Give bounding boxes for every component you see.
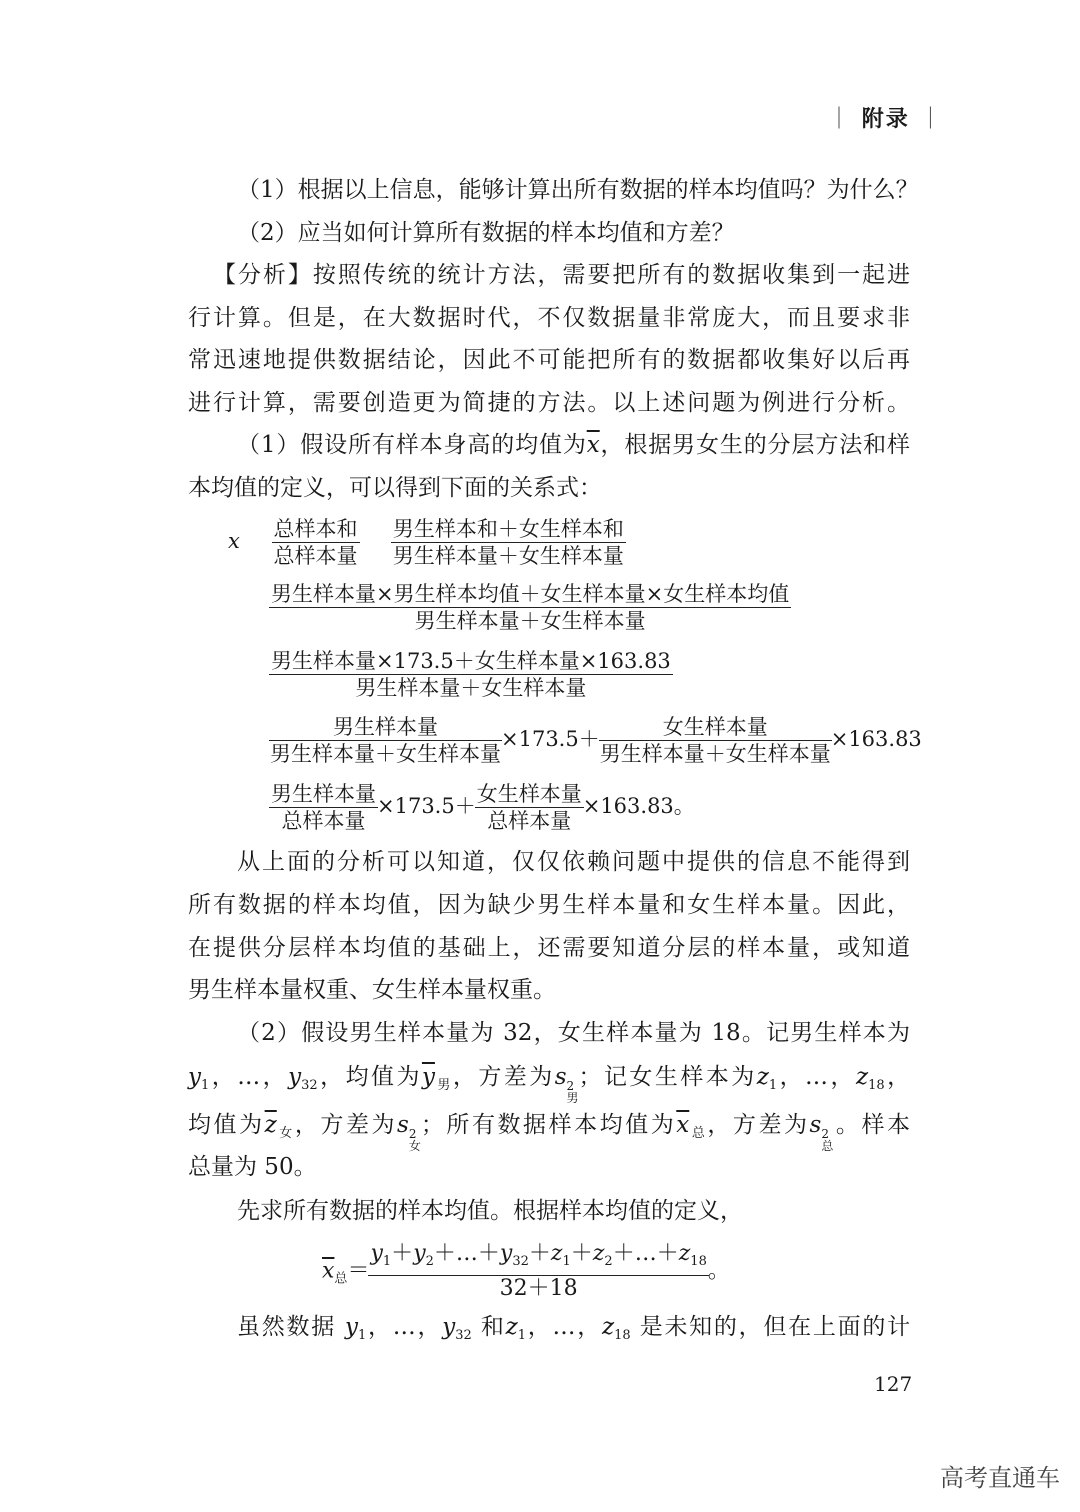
x-bar: $\overline{x}$	[322, 1258, 335, 1284]
text: ，…，	[366, 1314, 443, 1340]
var-z: z	[756, 1064, 769, 1090]
operator: ＋…＋	[612, 1241, 679, 1266]
part2-line: 总量为 50。	[188, 1154, 317, 1180]
text: ，方差为	[707, 1112, 810, 1138]
x-bar: $\overline{x}$	[676, 1112, 690, 1138]
conclusion-line: 男生样本量权重、女生样本量权重。	[188, 977, 556, 1003]
text: 是未知的，但在上面的计	[639, 1314, 911, 1340]
var-s: s	[554, 1064, 567, 1090]
conclusion-line: 在提供分层样本均值的基础上，还需要知道分层的样本量，或知道	[188, 935, 910, 961]
denominator: 男生样本量＋女生样本量	[270, 742, 501, 766]
equation-1	[228, 516, 625, 569]
text: （1）假设所有样本身高的均值为	[237, 432, 587, 458]
z-bar: $\overline{z}$	[264, 1112, 277, 1138]
operator: ＋	[570, 1241, 593, 1266]
superscript: 2	[408, 1127, 417, 1141]
text: ，…，	[526, 1314, 602, 1340]
denominator: 男生样本量＋女生样本量	[392, 544, 624, 568]
var: y	[413, 1241, 426, 1266]
subscript: 18	[868, 1078, 885, 1093]
text: 均值为	[188, 1112, 265, 1138]
sup-sub	[409, 1128, 421, 1152]
var-s: s	[397, 1112, 409, 1138]
text: ，均值为	[317, 1064, 422, 1090]
subscript: 女	[276, 1126, 295, 1141]
part1-line: 本均值的定义，可以得到下面的关系式：	[188, 475, 602, 501]
var: z	[592, 1241, 605, 1266]
fraction	[392, 516, 625, 569]
numerator: 女生样本量	[599, 714, 832, 741]
var: y	[370, 1241, 383, 1266]
var: z	[550, 1241, 563, 1266]
text: ，根据男女生的分层方法和样	[599, 432, 911, 458]
superscript: 2	[821, 1127, 829, 1141]
subscript: 1	[768, 1078, 778, 1093]
header-bar: ｜	[828, 107, 853, 132]
text: ，方差为	[452, 1064, 555, 1090]
subscript: 女	[408, 1139, 421, 1153]
analysis-line: 常迅速地提供数据结论，因此不可能把所有的数据都收集好以后再	[188, 347, 910, 373]
operator: 。	[707, 1258, 730, 1284]
page-number: 127	[874, 1372, 913, 1396]
fraction	[270, 581, 790, 634]
denominator: 32＋18	[499, 1276, 578, 1301]
equation-5	[270, 781, 695, 834]
text: 。样本	[833, 1112, 911, 1138]
operator: ＝	[347, 1258, 370, 1284]
subscript: 2	[425, 1254, 434, 1269]
equation-4	[270, 714, 922, 767]
var-y: y	[345, 1314, 359, 1340]
denominator: 男生样本量＋女生样本量	[599, 742, 831, 766]
running-header	[828, 102, 943, 133]
part2-line: 先求所有数据的样本均值。根据样本均值的定义，	[237, 1198, 743, 1224]
text: 虽然数据	[237, 1314, 336, 1340]
part1-line	[237, 428, 910, 462]
subscript: 32	[455, 1328, 472, 1343]
text: ；记女生样本为	[578, 1064, 757, 1090]
denominator: 男生样本量＋女生样本量	[414, 609, 646, 633]
conclusion-line: 所有数据的样本均值，因为缺少男生样本量和女生样本量。因此，	[188, 892, 910, 918]
equation-3	[270, 648, 672, 701]
question-2: （2）应当如何计算所有数据的样本均值和方差？	[237, 220, 735, 246]
subscript: 32	[512, 1254, 529, 1269]
fraction	[270, 648, 672, 701]
var-y: y	[288, 1064, 302, 1090]
fraction	[273, 516, 359, 569]
text: ，…，	[209, 1064, 289, 1090]
var-z: z	[855, 1064, 869, 1090]
numerator: 女生样本量	[476, 782, 582, 806]
text: ；所有数据样本均值为	[420, 1112, 677, 1138]
operator: ＋	[528, 1241, 551, 1266]
denominator: 总样本量	[487, 809, 572, 833]
section-title: 附录	[861, 106, 910, 132]
var: z	[678, 1241, 691, 1266]
text: 和	[480, 1314, 506, 1340]
numerator: 男生样本和＋女生样本和	[392, 517, 624, 541]
var-z: z	[601, 1314, 615, 1340]
subscript: 2	[604, 1254, 613, 1269]
x-symbol: x	[228, 529, 240, 553]
equation-2	[270, 581, 790, 634]
var-s: s	[809, 1112, 822, 1138]
numerator: 男生样本量	[271, 782, 376, 806]
conclusion-line: 从上面的分析可以知道，仅仅依赖问题中提供的信息不能得到	[237, 849, 910, 875]
part2-line: （2）假设男生样本量为 32，女生样本量为 18。记男生样本为	[237, 1020, 910, 1046]
equation-mean-total	[322, 1241, 730, 1302]
denominator: 男生样本量＋女生样本量	[355, 676, 587, 700]
part2-line	[237, 1310, 910, 1344]
analysis-line: 进行计算，需要创造更为简捷的方法。以上述问题为例进行分析。	[188, 390, 910, 416]
subscript: 1	[382, 1254, 392, 1269]
analysis-line: 【分析】按照传统的统计方法，需要把所有的数据收集到一起进	[213, 262, 910, 288]
analysis-line: 行计算。但是，在大数据时代，不仅数据量非常庞大，而且要求非	[188, 305, 910, 331]
header-bar: ｜	[919, 107, 944, 132]
subscript: 总	[334, 1271, 348, 1287]
subscript: 18	[614, 1328, 631, 1343]
fraction	[270, 714, 501, 767]
numerator	[368, 1241, 708, 1276]
numerator: 男生样本量×173.5＋女生样本量×163.83	[271, 649, 671, 673]
sup-sub	[567, 1080, 579, 1104]
fraction	[369, 1241, 707, 1302]
var-z: z	[505, 1314, 518, 1340]
operator: ×163.83	[830, 727, 922, 751]
var: y	[499, 1241, 513, 1266]
part2-line	[188, 1060, 911, 1105]
subscript: 总	[821, 1139, 834, 1153]
operator: ＋…＋	[433, 1241, 500, 1266]
question-1: （1）根据以上信息，能够计算出所有数据的样本均值吗？为什么？	[237, 177, 919, 203]
text: ，方差为	[294, 1112, 398, 1138]
operator: ×173.5＋	[377, 794, 476, 818]
subscript: 男	[434, 1078, 453, 1093]
operator: ＋	[391, 1241, 414, 1266]
fraction	[600, 714, 831, 767]
part2-line	[188, 1108, 911, 1153]
denominator: 总样本量	[281, 809, 366, 833]
watermark: 高考直通车	[940, 1464, 1060, 1492]
sup-sub	[821, 1128, 833, 1152]
subscript: 男	[566, 1091, 579, 1105]
subscript: 18	[690, 1254, 707, 1269]
x-bar: $\overline{x}$	[586, 432, 600, 458]
superscript: 2	[566, 1079, 575, 1093]
fraction	[270, 781, 377, 834]
subscript: 总	[689, 1126, 708, 1141]
text: ，…，	[777, 1064, 856, 1090]
subscript: 1	[358, 1328, 367, 1343]
subscript: 32	[301, 1078, 318, 1093]
var-y: y	[188, 1064, 201, 1090]
fraction	[476, 781, 583, 834]
numerator: 男生样本量	[269, 714, 502, 741]
numerator: 总样本和	[273, 517, 358, 541]
denominator: 总样本量	[273, 544, 358, 568]
y-bar: $\overline{y}$	[421, 1064, 435, 1090]
subscript: 1	[201, 1078, 210, 1093]
text: ，	[884, 1064, 911, 1090]
operator: ×163.83。	[582, 794, 695, 818]
operator: ×173.5＋	[501, 727, 600, 751]
var-y: y	[442, 1314, 456, 1340]
subscript: 1	[562, 1254, 571, 1269]
numerator: 男生样本量×男生样本均值＋女生样本量×女生样本均值	[271, 582, 790, 606]
subscript: 1	[517, 1328, 527, 1343]
